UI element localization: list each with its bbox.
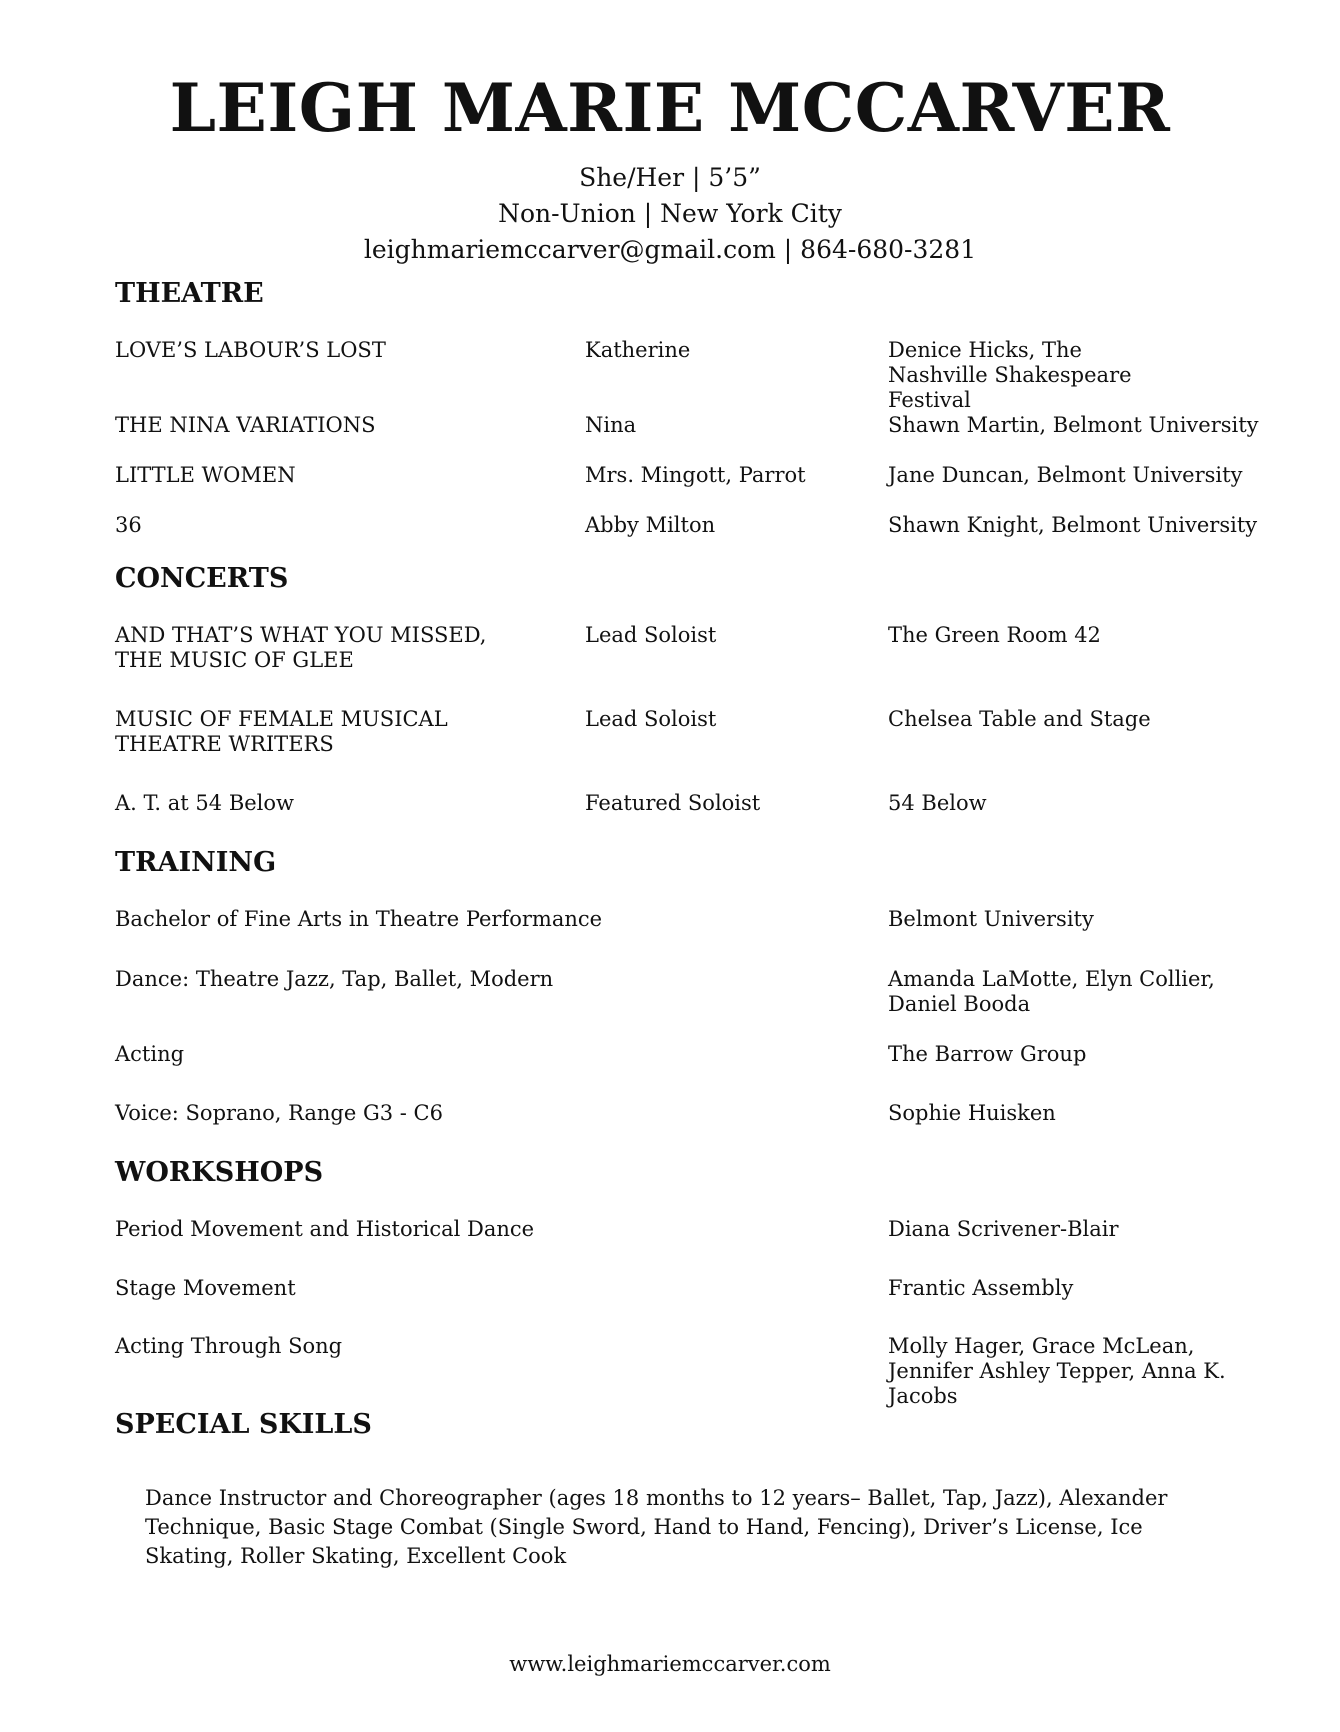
- show-title: LITTLE WOMEN: [115, 463, 296, 487]
- section-title-training: TRAINING: [115, 847, 277, 878]
- venue: Chelsea Table and Stage: [888, 707, 1151, 731]
- instructor: Sophie Huisken: [888, 1101, 1056, 1125]
- role: Featured Soloist: [585, 791, 761, 815]
- credit: Jane Duncan, Belmont University: [888, 463, 1243, 487]
- role: Abby Milton: [585, 513, 716, 537]
- special-skills-text: Dance Instructor and Choreographer (ages 18 months to 12 years– Ballet, Tap, Jazz), Alexander Technique, Basic Stage Combat (Single Sword, Hand to Hand, Fencing), Driver’s License, Ice Skating, Roller Skating, Excellent Cook: [145, 1486, 1168, 1568]
- workshop-item: Acting Through Song: [115, 1334, 343, 1358]
- instructor: Molly Hager, Grace McLean, Jennifer Ashley Tepper, Anna K. Jacobs: [888, 1334, 1226, 1408]
- workshop-item: Period Movement and Historical Dance: [115, 1217, 535, 1241]
- training-item: Bachelor of Fine Arts in Theatre Performance: [115, 907, 603, 931]
- concert-title: AND THAT’S WHAT YOU MISSED, THE MUSIC OF GLEE: [115, 623, 487, 672]
- credit: Shawn Knight, Belmont University: [888, 513, 1258, 537]
- instructor: Frantic Assembly: [888, 1276, 1074, 1300]
- contact-block: [0, 160, 1340, 268]
- pronouns-height: She/Her | 5’5”: [579, 163, 761, 192]
- credit: Denice Hicks, The Nashville Shakespeare Festival: [888, 338, 1132, 412]
- training-item: Dance: Theatre Jazz, Tap, Ballet, Modern: [115, 967, 554, 991]
- email-phone: leighmariemccarver@gmail.com | 864-680-3281: [363, 235, 977, 264]
- show-title: 36: [115, 513, 142, 537]
- venue: The Green Room 42: [888, 623, 1101, 647]
- instructor: Diana Scrivener-Blair: [888, 1217, 1119, 1241]
- section-title-theatre: THEATRE: [115, 278, 264, 309]
- workshop-item: Stage Movement: [115, 1276, 296, 1300]
- role: Lead Soloist: [585, 707, 717, 731]
- role: Nina: [585, 413, 637, 437]
- concert-title: MUSIC OF FEMALE MUSICAL THEATRE WRITERS: [115, 707, 448, 756]
- show-title: LOVE’S LABOUR’S LOST: [115, 338, 386, 362]
- role: Katherine: [585, 338, 691, 362]
- training-item: Acting: [115, 1042, 185, 1066]
- union-location: Non-Union | New York City: [498, 199, 842, 228]
- training-item: Voice: Soprano, Range G3 - C6: [115, 1101, 443, 1125]
- section-title-workshops: WORKSHOPS: [115, 1157, 324, 1188]
- instructor: Belmont University: [888, 907, 1094, 931]
- credit: Shawn Martin, Belmont University: [888, 413, 1259, 437]
- website-link[interactable]: www.leighmariemccarver.com: [509, 1652, 831, 1676]
- role: Mrs. Mingott, Parrot: [585, 463, 806, 487]
- show-title: THE NINA VARIATIONS: [115, 413, 376, 437]
- role: Lead Soloist: [585, 623, 717, 647]
- resume-name: LEIGH MARIE MCCARVER: [169, 69, 1171, 147]
- venue: 54 Below: [888, 791, 987, 815]
- instructor: Amanda LaMotte, Elyn Collier, Daniel Booda: [888, 967, 1215, 1016]
- section-title-special-skills: SPECIAL SKILLS: [115, 1409, 372, 1440]
- instructor: The Barrow Group: [888, 1042, 1087, 1066]
- concert-title: A. T. at 54 Below: [115, 791, 295, 815]
- section-title-concerts: CONCERTS: [115, 563, 289, 594]
